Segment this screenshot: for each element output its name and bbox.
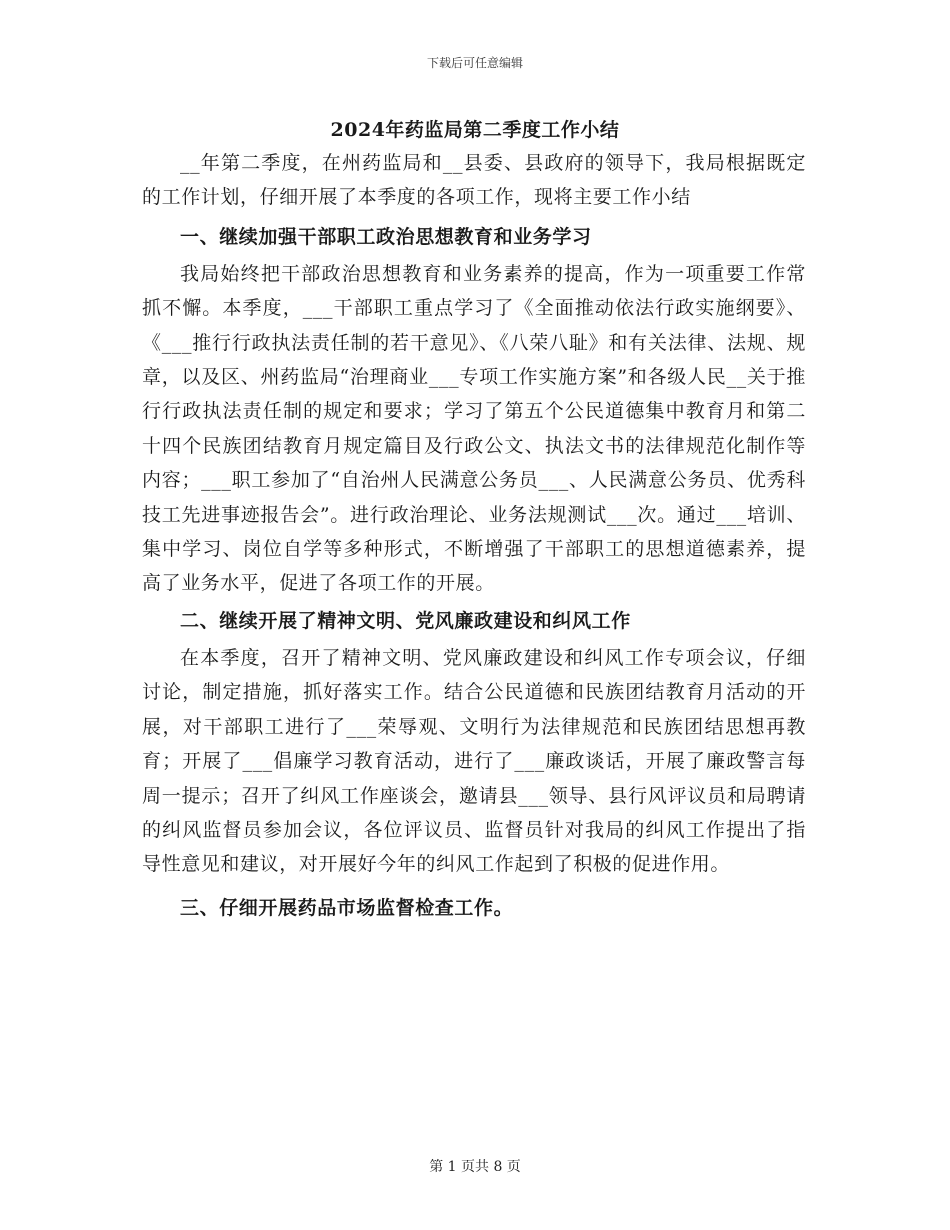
section-2-paragraph: 在本季度，召开了精神文明、党风廉政建设和纠风工作专项会议，仔细讨论，制定措施，抓好落实工作。结合公民道德和民族团结教育月活动的开展，对干部职工进行了___荣辱观、文明行为法律规范和民族团结思想再教育；开展了___倡廉学习教育活动，进行了___廉政谈话，开展了廉政警言每周一提示；召开了纠风工作座谈会，邀请县___领导、县行风评议员和局聘请的纠风监督员参加会议，各位评议员、监督员针对我局的纠风工作提出了指导性意见和建议，对开展好今年的纠风工作起到了积极的促进作用。 xyxy=(142,646,806,876)
intro-paragraph: __年第二季度，在州药监局和__县委、县政府的领导下，我局根据既定的工作计划，仔细开展了本季度的各项工作，现将主要工作小结 xyxy=(142,152,806,209)
section-3-heading: 三、仔细开展药品市场监督检查工作。 xyxy=(180,896,514,919)
document-body xyxy=(142,146,806,926)
page-header-note: 下载后可任意编辑 xyxy=(426,56,523,70)
document-title: 2024年药监局第二季度工作小结 xyxy=(330,119,620,141)
section-2-heading: 二、继续开展了精神文明、党风廉政建设和纠风工作 xyxy=(180,609,631,632)
section-1-heading: 一、继续加强干部职工政治思想教育和业务学习 xyxy=(180,225,592,248)
section-1-paragraph: 我局始终把干部政治思想教育和业务素养的提高，作为一项重要工作常抓不懈。本季度，___干部职工重点学习了《全面推动依法行政实施纲要》、《___推行行政执法责任制的若干意见》、《八荣八耻》和有关法律、法规、规章，以及区、州药监局“治理商业___专项工作实施方案”和各级人民__关于推行行政执法责任制的规定和要求；学习了第五个公民道德集中教育月和第二十四个民族团结教育月规定篇目及行政公文、执法文书的法律规范化制作等内容；___职工参加了“自治州人民满意公务员___、人民满意公务员、优秀科技工先进事迹报告会”。进行政治理论、业务法规测试___次。通过___培训、集中学习、岗位自学等多种形式，不断增强了干部职工的思想道德素养，提高了业务水平，促进了各项工作的开展。 xyxy=(142,262,806,595)
page-number-footer: 第 1 页共 8 页 xyxy=(429,1159,521,1175)
